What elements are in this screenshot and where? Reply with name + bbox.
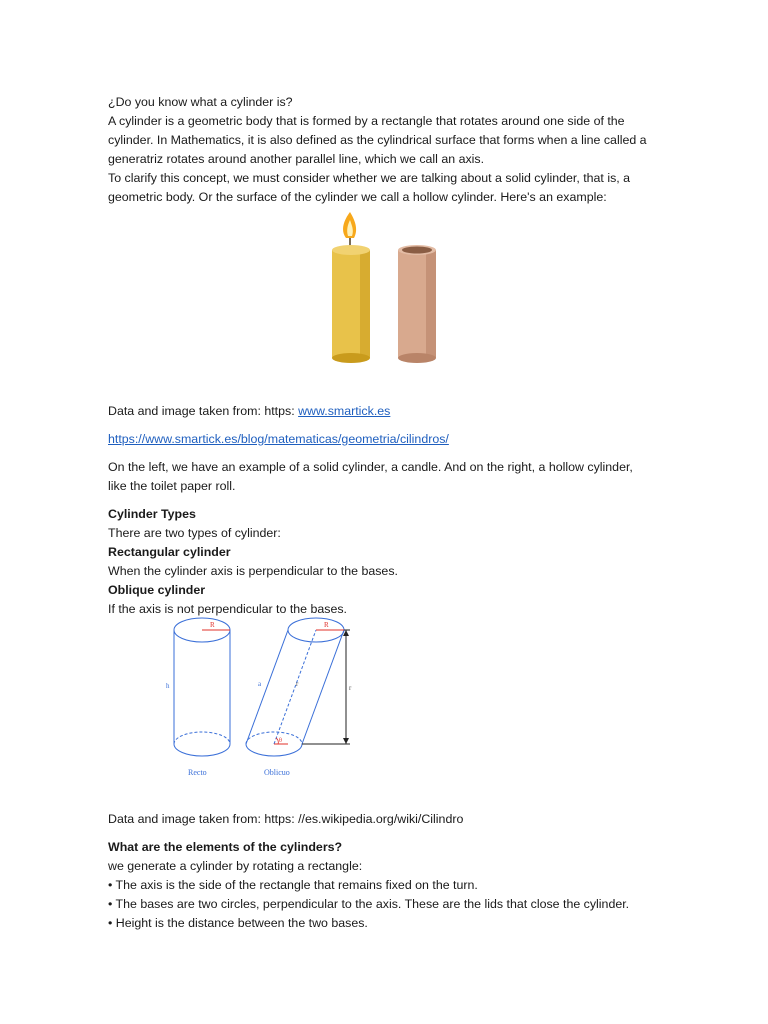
oblique-bottom-base xyxy=(246,744,302,756)
right-bottom-base xyxy=(174,744,230,756)
label-oblicuo: Oblicuo xyxy=(264,768,290,777)
label-r2: R xyxy=(324,621,329,629)
cylinder-types-diagram xyxy=(160,612,365,782)
elements-bullet: • The bases are two circles, perpendicular to the axis. These are the lids that close the cylinder. xyxy=(108,897,630,911)
candle-and-roll-image xyxy=(330,210,440,365)
explanation-line: On the left, we have an example of a solid cylinder, a candle. And on the right, a hollow cylinder, xyxy=(108,460,633,474)
intro-line: cylinder. In Mathematics, it is also defined as the cylindrical surface that forms when a line called a xyxy=(108,133,647,147)
rect-cylinder-desc: When the cylinder axis is perpendicular to the bases. xyxy=(108,564,398,578)
oblique-cylinder-title: Oblique cylinder xyxy=(108,583,206,597)
label-r1: R xyxy=(210,621,215,629)
label-r: r xyxy=(296,680,299,688)
label-h: h xyxy=(166,682,170,690)
intro-question: ¿Do you know what a cylinder is? xyxy=(108,95,293,109)
source2-line: Data and image taken from: https: //es.wikipedia.org/wiki/Cilindro xyxy=(108,812,464,826)
label-recto: Recto xyxy=(188,768,207,777)
intro-line: To clarify this concept, we must consider whether we are talking about a solid cylinder, that is, a xyxy=(108,171,631,185)
label-theta: θ xyxy=(279,738,282,744)
smartick-link[interactable]: www.smartick.es xyxy=(298,404,391,418)
source1-prefix: Data and image taken from: https: xyxy=(108,404,299,418)
candle-image xyxy=(332,212,370,363)
right-cylinder xyxy=(174,618,230,756)
elements-bullet: • Height is the distance between the two bases. xyxy=(108,916,368,930)
source1-line xyxy=(108,402,668,421)
label-a: a xyxy=(258,680,262,688)
elements-heading: What are the elements of the cylinders? xyxy=(108,840,343,854)
oblique-cylinder-desc: If the axis is not perpendicular to the bases. xyxy=(108,602,348,616)
intro-line: A cylinder is a geometric body that is formed by a rectangle that rotates around one side of the xyxy=(108,114,625,128)
types-intro: There are two types of cylinder: xyxy=(108,526,281,540)
label-y: r xyxy=(349,684,352,692)
types-heading: Cylinder Types xyxy=(108,507,196,521)
toilet-roll-image xyxy=(398,245,436,363)
elements-bullet: • The axis is the side of the rectangle that remains fixed on the turn. xyxy=(108,878,478,892)
elements-intro: we generate a cylinder by rotating a rectangle: xyxy=(108,859,363,873)
smartick-url-link[interactable]: https://www.smartick.es/blog/matematicas/geometria/cilindros/ xyxy=(108,432,449,446)
intro-line: generatriz rotates around another parallel line, which we call an axis. xyxy=(108,152,485,166)
explanation-line: like the toilet paper roll. xyxy=(108,479,236,493)
rect-cylinder-title: Rectangular cylinder xyxy=(108,545,231,559)
intro-line: geometric body. Or the surface of the cylinder we call a hollow cylinder. Here's an example: xyxy=(108,190,607,204)
